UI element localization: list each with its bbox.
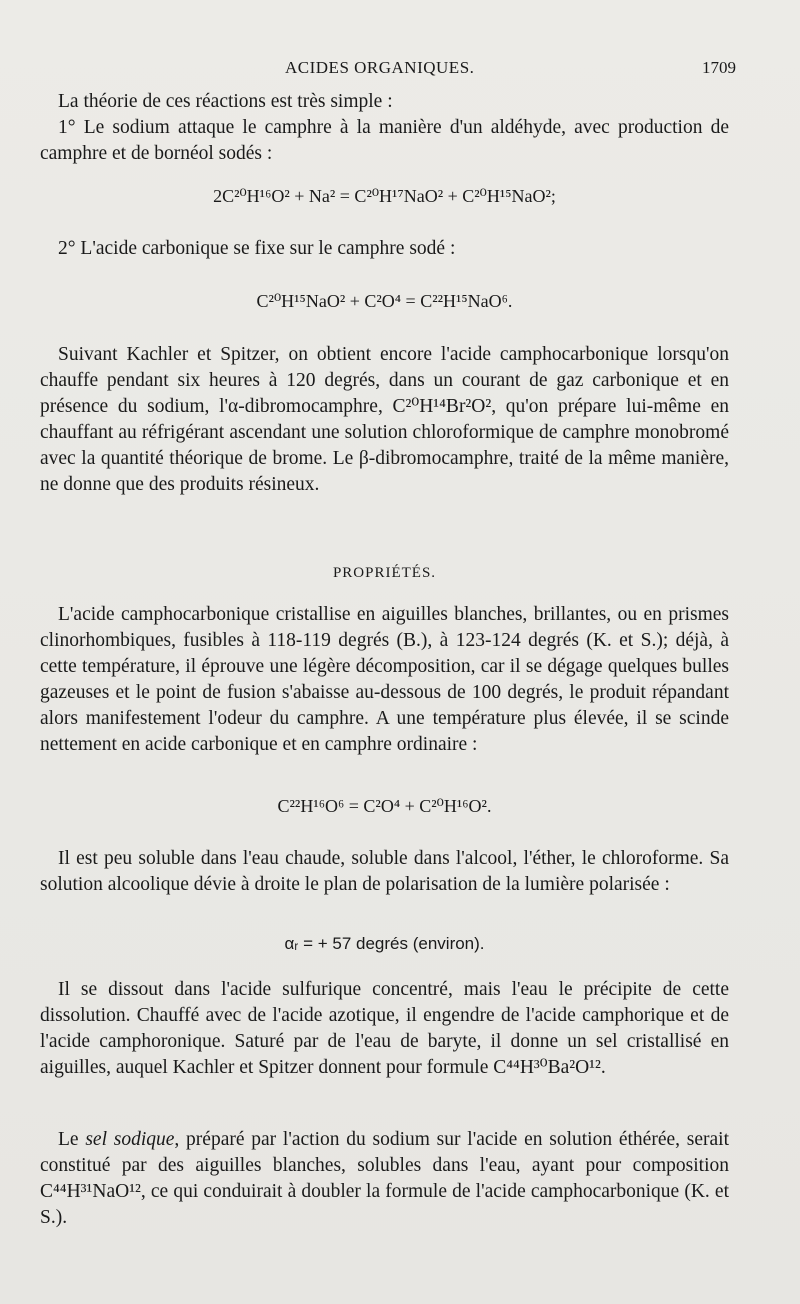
paragraph-solubility: Il est peu soluble dans l'eau chaude, soluble dans l'alcool, l'éther, le chloroforme. Sa solution alcoolique dévie à droite le plan de polarisation de la lumière polarisée : xyxy=(40,848,729,895)
sodium-salt-lead: Le xyxy=(58,1129,86,1150)
sodium-salt-term: sel sodique xyxy=(85,1129,175,1150)
formula-carbonic-fixation: C²⁰H¹⁵NaO² + C²O⁴ = C²²H¹⁵NaO⁶. xyxy=(256,291,513,311)
paragraph-sulfuric-acid: Il se dissout dans l'acide sulfurique concentré, mais l'eau le précipite de cette dissolution. Chauffé avec de l'acide azotique, il engendre de l'acide camphorique et de l'acide camphoronique. Saturé par de l'eau de baryte, il donne un sel cristallisé en aiguilles, auquel Kachler et Spitzer donnent pour formule C⁴⁴H³⁰Ba²O¹². xyxy=(40,979,729,1078)
paragraph-crystallization: L'acide camphocarbonique cristallise en aiguilles blanches, brillantes, ou en prismes clinorhombiques, fusibles à 118-119 degrés (B.), à 123-124 degrés (K. et S.); déjà, à cette température, il éprouve une légère décomposition, car il se dégage quelques bulles gazeuses et le point de fusion s'abaisse au-dessous de 100 degrés, le produit répandant alors manifestement l'odeur du camphre. A une température plus élevée, il se scinde nettement en acide carbonique et en camphre ordinaire : xyxy=(40,604,729,755)
formula-rotatory-power: αᵣ = + 57 degrés (environ). xyxy=(284,934,485,953)
sodium-salt-text: , préparé par l'action du sodium sur l'acide en solution éthérée, serait constitué par des aiguilles blanches, solubles dans l'eau, ayant pour composition C⁴⁴H³¹NaO¹², ce qui conduirait à doubler la formule de l'acide camphocarbonique (K. et S.). xyxy=(40,1129,729,1228)
formula-sodium-camphor: 2C²⁰H¹⁶O² + Na² = C²⁰H¹⁷NaO² + C²⁰H¹⁵NaO²; xyxy=(213,186,556,206)
paragraph-step-one: 1° Le sodium attaque le camphre à la manière d'un aldéhyde, avec production de camphre et de bornéol sodés : xyxy=(40,117,729,164)
paragraph-kachler-spitzer: Suivant Kachler et Spitzer, on obtient encore l'acide camphocarbonique lorsqu'on chauffe pendant six heures à 120 degrés, dans un courant de gaz carbonique et en présence du sodium, l'α-dibromocamphre, C²⁰H¹⁴Br²O², qu'on prépare lui-même en chauffant au réfrigérant ascendant une solution chloroformique de camphre monobromé avec la quantité théorique de brome. Le β-dibromocamphre, traité de la même manière, ne donne que des produits résineux. xyxy=(40,344,729,495)
page-number: 1709 xyxy=(702,58,736,77)
section-heading-properties: PROPRIÉTÉS. xyxy=(332,565,437,581)
paragraph-theory-intro: La théorie de ces réactions est très simple : xyxy=(58,91,393,112)
paragraph-sodium-salt xyxy=(40,1127,729,1231)
formula-decomposition: C²²H¹⁶O⁶ = C²O⁴ + C²⁰H¹⁶O². xyxy=(277,796,492,816)
running-head xyxy=(0,58,800,82)
paragraph-step-two: 2° L'acide carbonique se fixe sur le camphre sodé : xyxy=(58,238,456,259)
running-title: ACIDES ORGANIQUES. xyxy=(285,58,475,77)
